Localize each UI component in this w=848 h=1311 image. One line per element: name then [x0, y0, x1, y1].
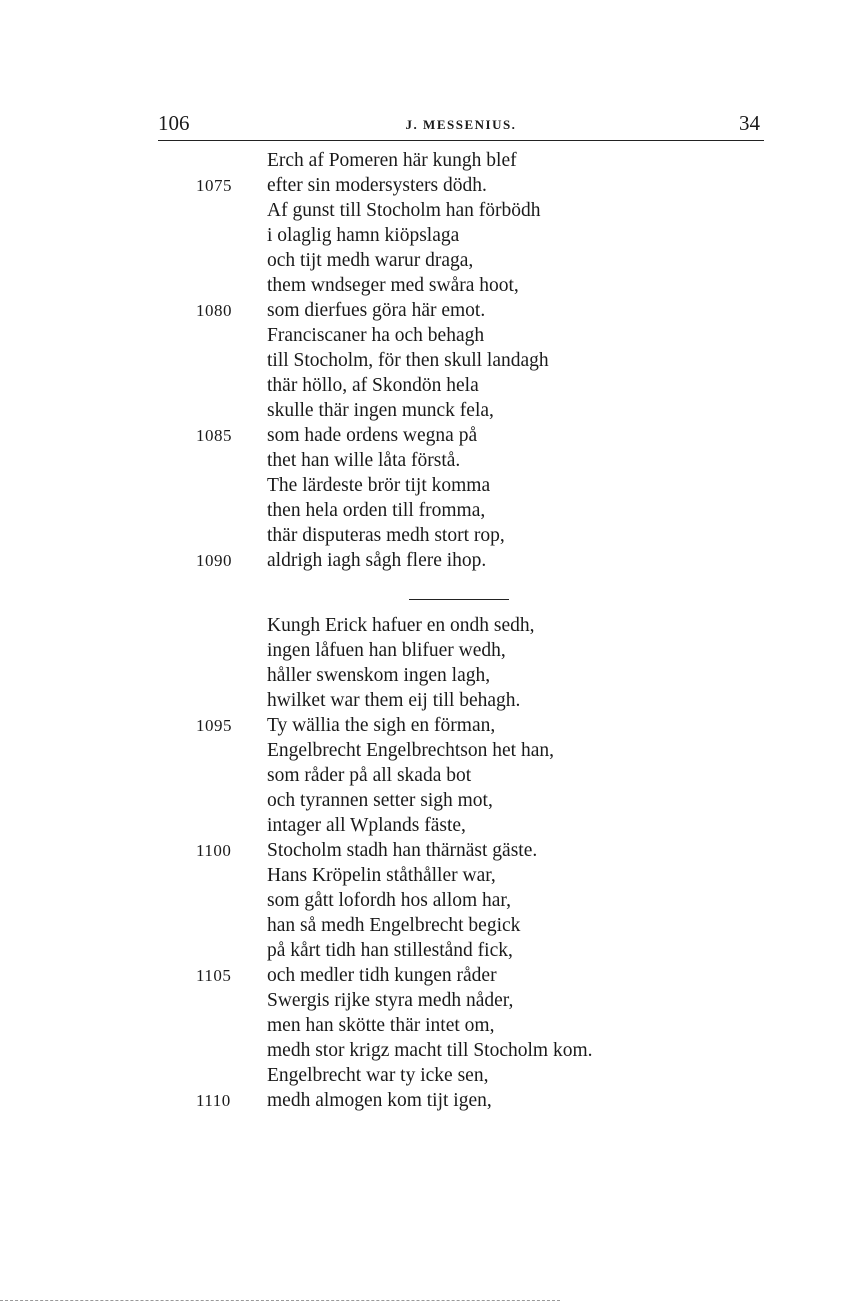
- verse-text: Ty wällia the sigh en förman,: [267, 715, 496, 736]
- verse-line: [0, 788, 848, 813]
- verse-line: [0, 223, 848, 248]
- verse-text: Af gunst till Stocholm han förbödh: [267, 200, 541, 221]
- verse-text: Erch af Pomeren här kungh blef: [267, 150, 517, 171]
- verse-line: [0, 1013, 848, 1038]
- verse-text: ingen låfuen han blifuer wedh,: [267, 640, 506, 661]
- line-number: 1110: [196, 1091, 231, 1110]
- line-number: 1095: [196, 716, 232, 735]
- verse-text: medh stor krigz macht till Stocholm kom.: [267, 1040, 593, 1061]
- poem-text: [0, 148, 848, 1113]
- verse-line: [0, 1063, 848, 1088]
- verse-text: medh almogen kom tijt igen,: [267, 1090, 492, 1111]
- verse-line: [0, 548, 848, 573]
- verse-text: och tyrannen setter sigh mot,: [267, 790, 493, 811]
- verse-line: [0, 348, 848, 373]
- verse-text: thär höllo, af Skondön hela: [267, 375, 479, 396]
- verse-text: som hade ordens wegna på: [267, 425, 478, 446]
- verse-text: intager all Wplands fäste,: [267, 815, 466, 836]
- verse-text: hwilket war them eij till behagh.: [267, 690, 521, 711]
- verse-text: på kårt tidh han stillestånd fick,: [267, 940, 513, 961]
- verse-line: [0, 398, 848, 423]
- verse-line: [0, 298, 848, 323]
- verse-text: thet han wille låta förstå.: [267, 450, 461, 471]
- line-number: 1105: [196, 966, 232, 985]
- verse-line: [0, 523, 848, 548]
- verse-line: [0, 423, 848, 448]
- line-number: 1100: [196, 841, 232, 860]
- verse-text: Stocholm stadh han thärnäst gäste.: [267, 840, 538, 861]
- header-rule: [158, 140, 764, 141]
- bottom-edge-line: [0, 1300, 560, 1301]
- verse-line: [0, 763, 848, 788]
- verse-line: [0, 148, 848, 173]
- poem-section-1: [0, 148, 848, 573]
- page-number: 106: [158, 111, 190, 135]
- verse-text: thär disputeras medh stort rop,: [267, 525, 505, 546]
- line-number: 1080: [196, 301, 232, 320]
- verse-text: aldrigh iagh sågh flere ihop.: [267, 550, 487, 571]
- verse-line: [0, 448, 848, 473]
- verse-line: [0, 988, 848, 1013]
- verse-text: som råder på all skada bot: [267, 765, 472, 786]
- verse-text: men han skötte thär intet om,: [267, 1015, 495, 1036]
- sheet-number: 34: [739, 111, 760, 135]
- verse-line: [0, 1088, 848, 1113]
- verse-text: i olaglig hamn kiöpslaga: [267, 225, 460, 246]
- verse-text: skulle thär ingen munck fela,: [267, 400, 494, 421]
- line-number: 1075: [196, 176, 232, 195]
- verse-line: [0, 963, 848, 988]
- verse-line: [0, 198, 848, 223]
- verse-line: [0, 838, 848, 863]
- verse-text: och medler tidh kungen råder: [267, 965, 497, 986]
- verse-text: som gått lofordh hos allom har,: [267, 890, 512, 911]
- verse-text: han så medh Engelbrecht begick: [267, 915, 521, 936]
- line-number: 1090: [196, 551, 232, 570]
- verse-line: [0, 913, 848, 938]
- verse-text: them wndseger med swåra hoot,: [267, 275, 519, 296]
- section-divider: [0, 573, 848, 613]
- line-number: 1085: [196, 426, 232, 445]
- verse-text: Hans Kröpelin ståthåller war,: [267, 865, 496, 886]
- verse-text: till Stocholm, för then skull landagh: [267, 350, 549, 371]
- verse-text: The lärdeste brör tijt komma: [267, 475, 491, 496]
- verse-line: [0, 888, 848, 913]
- verse-text: Engelbrecht war ty icke sen,: [267, 1065, 489, 1086]
- verse-text: efter sin modersysters dödh.: [267, 175, 487, 196]
- poem-section-2: [0, 613, 848, 1113]
- verse-line: [0, 323, 848, 348]
- verse-line: [0, 713, 848, 738]
- page-header: [158, 110, 764, 140]
- verse-text: och tijt medh warur draga,: [267, 250, 474, 271]
- verse-line: [0, 813, 848, 838]
- verse-line: [0, 373, 848, 398]
- verse-text: Swergis rijke styra medh nåder,: [267, 990, 514, 1011]
- verse-line: [0, 1038, 848, 1063]
- verse-line: [0, 173, 848, 198]
- verse-text: håller swenskom ingen lagh,: [267, 665, 491, 686]
- verse-line: [0, 863, 848, 888]
- verse-line: [0, 738, 848, 763]
- section-rule: [409, 599, 509, 600]
- verse-line: [0, 273, 848, 298]
- verse-line: [0, 688, 848, 713]
- verse-line: [0, 498, 848, 523]
- verse-line: [0, 938, 848, 963]
- verse-line: [0, 638, 848, 663]
- verse-line: [0, 663, 848, 688]
- verse-text: Kungh Erick hafuer en ondh sedh,: [267, 615, 535, 636]
- verse-text: Franciscaner ha och behagh: [267, 325, 485, 346]
- verse-text: then hela orden till fromma,: [267, 500, 486, 521]
- running-head: J. MESSENIUS.: [405, 117, 517, 132]
- verse-text: som dierfues göra här emot.: [267, 300, 486, 321]
- verse-line: [0, 473, 848, 498]
- verse-line: [0, 248, 848, 273]
- verse-line: [0, 613, 848, 638]
- verse-text: Engelbrecht Engelbrechtson het han,: [267, 740, 554, 761]
